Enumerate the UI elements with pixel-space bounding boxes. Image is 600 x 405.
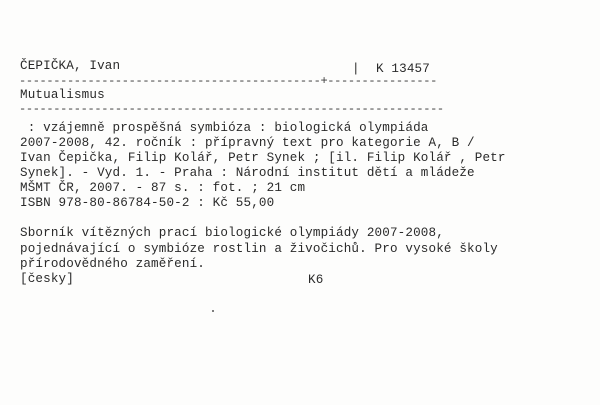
card-code: K6 <box>308 273 324 287</box>
note-line: přírodovědného zaměření. <box>20 257 205 271</box>
top-rule: --------------------------------------------+---------------- <box>19 75 437 87</box>
stray-mark <box>212 310 214 312</box>
description-line: ISBN 978-80-86784-50-2 : Kč 55,00 <box>20 196 275 210</box>
description-line: 2007-2008, 42. ročník : přípravný text pro kategorie A, B / <box>20 136 475 150</box>
heading-rule: -------------------------------------------------------------- <box>19 103 444 115</box>
shelfmark: K 13457 <box>376 62 430 76</box>
note-line: Sborník vítězných prací biologické olympiády 2007-2008, <box>20 226 444 240</box>
author-heading: ČEPIČKA, Ivan <box>20 59 121 73</box>
column-separator: | <box>352 62 360 76</box>
description-line: Ivan Čepička, Filip Kolář, Petr Synek ; [il. Filip Kolář , Petr <box>20 151 506 165</box>
description-line: : vzájemně prospěšná symbióza : biologická olympiáda <box>20 121 429 135</box>
note-line: pojednávající o symbióze rostlin a živočichů. Pro vysoké školy <box>20 242 498 256</box>
language-tag: [česky] <box>20 272 74 286</box>
description-line: Synek]. - Vyd. 1. - Praha : Národní institut dětí a mládeže <box>20 166 475 180</box>
description-line: MŠMT ČR, 2007. - 87 s. : fot. ; 21 cm <box>20 181 306 195</box>
title-heading: Mutualismus <box>20 88 105 102</box>
